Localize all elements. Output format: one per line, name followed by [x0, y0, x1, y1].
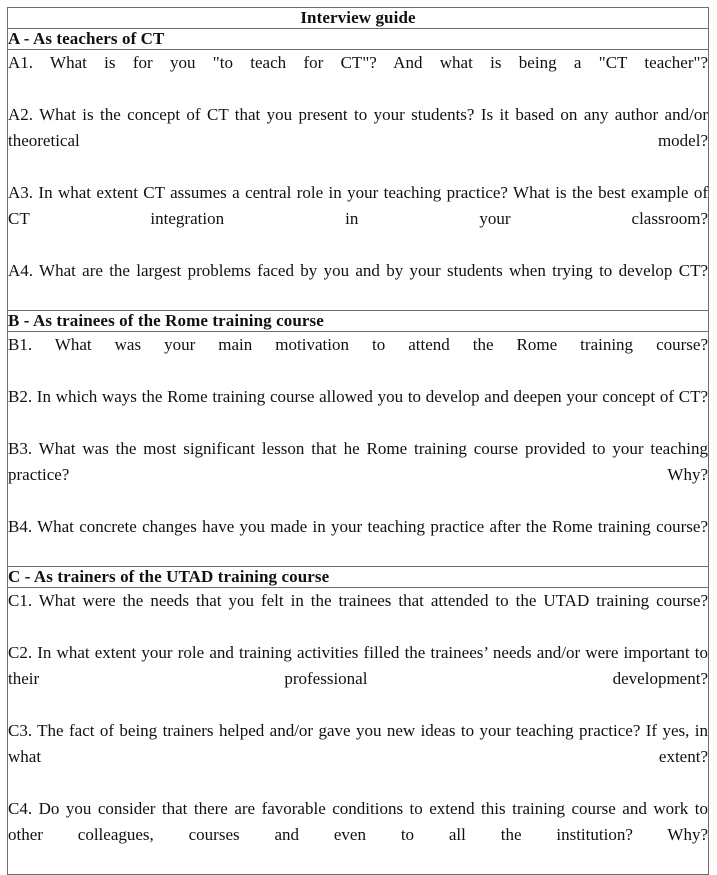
section-body-row-c — [8, 588, 709, 875]
section-heading-row-a — [8, 29, 709, 50]
question-c1: C1. What were the needs that you felt in the trainees that attended to the UTAD training course? — [8, 591, 708, 610]
section-body-c — [8, 588, 709, 875]
question-a4: A4. What are the largest problems faced by you and by your students when trying to develop CT? — [8, 261, 708, 280]
question-b2: B2. In which ways the Rome training course allowed you to develop and deepen your concept of CT? — [8, 387, 708, 406]
question-b3: B3. What was the most significant lesson that he Rome training course provided to your teaching practice? Why? — [8, 439, 708, 484]
interview-guide-table — [7, 7, 709, 875]
title-row — [8, 8, 709, 29]
section-heading-row-c — [8, 567, 709, 588]
question-b1: B1. What was your main motivation to attend the Rome training course? — [8, 335, 708, 354]
question-a1: A1. What is for you "to teach for CT"? And what is being a "CT teacher"? — [8, 53, 708, 72]
section-heading-row-b — [8, 311, 709, 332]
question-c4: C4. Do you consider that there are favorable conditions to extend this training course and work to other colleagues, courses and even to all the institution? Why? — [8, 799, 708, 844]
section-heading-c: C - As trainers of the UTAD training course — [8, 567, 709, 588]
question-b4: B4. What concrete changes have you made in your teaching practice after the Rome training course? — [8, 517, 708, 536]
question-c3: C3. The fact of being trainers helped and/or gave you new ideas to your teaching practice? If yes, in what extent? — [8, 721, 708, 766]
question-a2: A2. What is the concept of CT that you present to your students? Is it based on any author and/or theoretical model? — [8, 105, 708, 150]
section-body-b — [8, 332, 709, 567]
question-a3: A3. In what extent CT assumes a central role in your teaching practice? What is the best example of CT integration in your classroom? — [8, 183, 708, 228]
question-c2: C2. In what extent your role and training activities filled the trainees’ needs and/or were important to their professional development? — [8, 643, 708, 688]
document-title: Interview guide — [8, 8, 709, 29]
section-body-row-a — [8, 50, 709, 311]
section-body-row-b — [8, 332, 709, 567]
section-heading-a: A - As teachers of CT — [8, 29, 709, 50]
section-body-a — [8, 50, 709, 311]
section-heading-b: B - As trainees of the Rome training course — [8, 311, 709, 332]
table-body — [8, 8, 709, 875]
